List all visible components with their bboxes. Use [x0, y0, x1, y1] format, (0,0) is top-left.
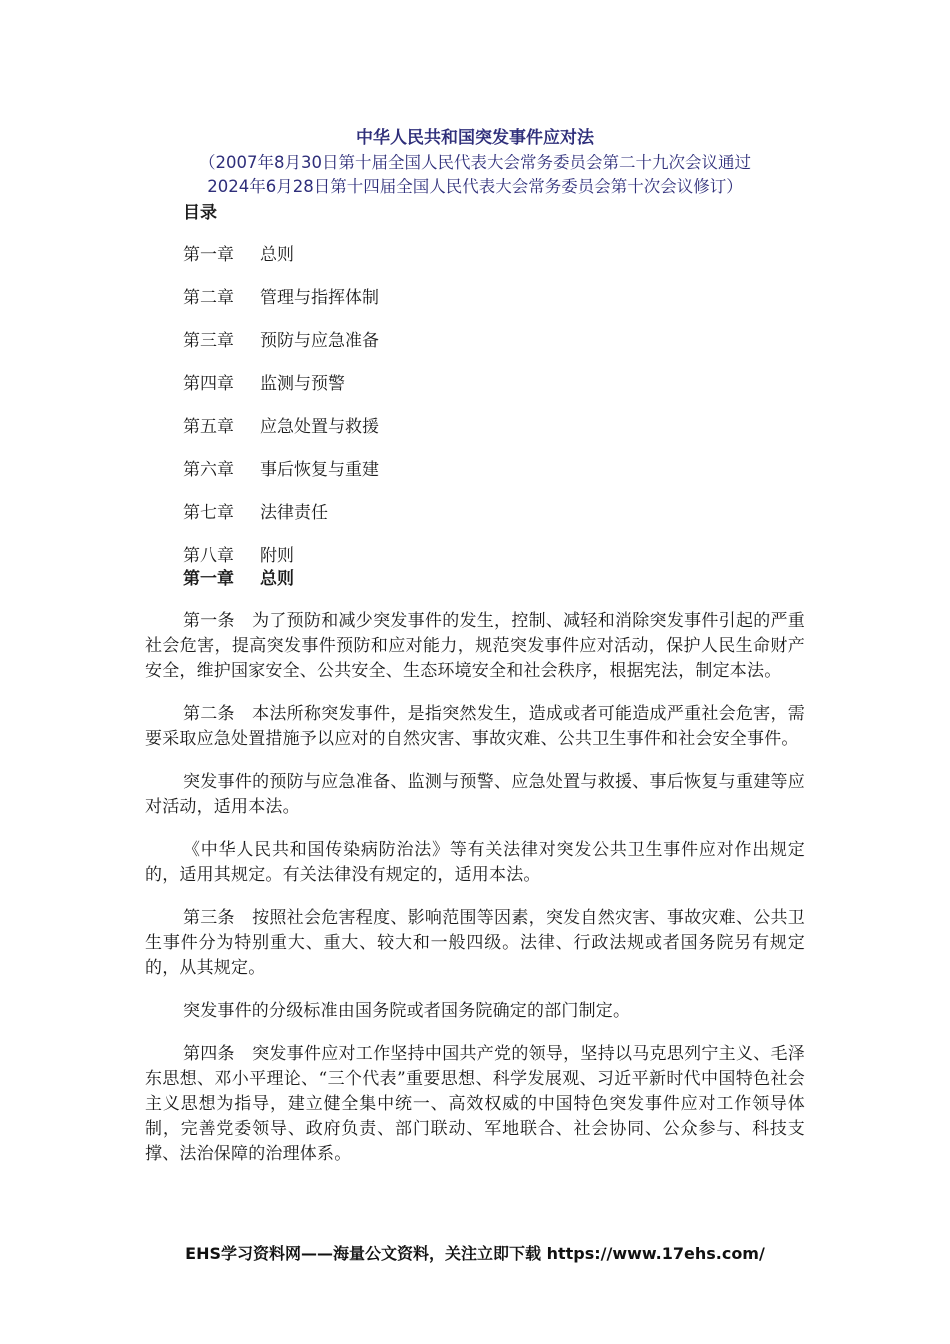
- toc-chapter-name: 法律责任: [260, 503, 328, 523]
- toc-item-6: [183, 458, 379, 501]
- toc-item-5: [183, 415, 379, 458]
- toc-heading: 目录: [183, 203, 217, 223]
- toc-chapter-number: 第二章: [183, 288, 234, 308]
- toc-chapter-name: 预防与应急准备: [260, 331, 379, 351]
- article-paragraph: 第一条 为了预防和减少突发事件的发生，控制、减轻和消除突发事件引起的严重社会危害，提高突发事件预防和应对能力，规范突发事件应对活动，保护人民生命财产安全，维护国家安全、公共安全、生态环境安全和社会秩序，根据宪法，制定本法。: [145, 611, 805, 681]
- toc-chapter-name: 事后恢复与重建: [260, 460, 379, 480]
- chapter-number: 第一章: [183, 569, 234, 589]
- table-of-contents: [183, 243, 379, 587]
- toc-chapter-number: 第七章: [183, 503, 234, 523]
- toc-item-2: [183, 286, 379, 329]
- toc-chapter-number: 第一章: [183, 245, 234, 265]
- chapter-heading: [183, 567, 294, 591]
- toc-chapter-number: 第六章: [183, 460, 234, 480]
- chapter-name: 总则: [260, 569, 294, 589]
- article-paragraph: 突发事件的分级标准由国务院或者国务院确定的部门制定。: [183, 1001, 631, 1021]
- article-paragraph: 《中华人民共和国传染病防治法》等有关法律对突发公共卫生事件应对作出规定的，适用其规定。有关法律没有规定的，适用本法。: [145, 840, 805, 885]
- page-footer: EHS学习资料网——海量公文资料，关注立即下载 https://www.17ehs.com/: [185, 1244, 765, 1263]
- toc-chapter-name: 管理与指挥体制: [260, 288, 379, 308]
- toc-chapter-name: 监测与预警: [260, 374, 345, 394]
- article-body: [145, 609, 805, 1185]
- article-paragraph: 第二条 本法所称突发事件，是指突然发生，造成或者可能造成严重社会危害，需要采取应急处置措施予以应对的自然灾害、事故灾难、公共卫生事件和社会安全事件。: [145, 704, 805, 749]
- toc-chapter-number: 第四章: [183, 374, 234, 394]
- toc-chapter-name: 应急处置与救援: [260, 417, 379, 437]
- toc-item-7: [183, 501, 379, 544]
- toc-chapter-name: 附则: [260, 546, 294, 566]
- toc-item-4: [183, 372, 379, 415]
- toc-chapter-number: 第三章: [183, 331, 234, 351]
- document-title: 中华人民共和国突发事件应对法: [356, 128, 594, 148]
- toc-item-1: [183, 243, 379, 286]
- toc-chapter-name: 总则: [260, 245, 294, 265]
- toc-item-3: [183, 329, 379, 372]
- document-subtitle-line-1: （2007年8月30日第十届全国人民代表大会常务委员会第二十九次会议通过: [199, 153, 751, 172]
- article-paragraph: 第四条 突发事件应对工作坚持中国共产党的领导，坚持以马克思列宁主义、毛泽东思想、邓小平理论、“三个代表”重要思想、科学发展观、习近平新时代中国特色社会主义思想为指导，建立健全集中统一、高效权威的中国特色突发事件应对工作领导体制，完善党委领导、政府负责、部门联动、军地联合、社会协同、公众参与、科技支撑、法治保障的治理体系。: [145, 1044, 805, 1164]
- document-subtitle-line-2: 2024年6月28日第十四届全国人民代表大会常务委员会第十次会议修订）: [207, 177, 743, 196]
- toc-chapter-number: 第五章: [183, 417, 234, 437]
- article-paragraph: 突发事件的预防与应急准备、监测与预警、应急处置与救援、事后恢复与重建等应对活动，适用本法。: [145, 772, 805, 817]
- toc-chapter-number: 第八章: [183, 546, 234, 566]
- article-paragraph: 第三条 按照社会危害程度、影响范围等因素，突发自然灾害、事故灾难、公共卫生事件分为特别重大、重大、较大和一般四级。法律、行政法规或者国务院另有规定的，从其规定。: [145, 908, 805, 978]
